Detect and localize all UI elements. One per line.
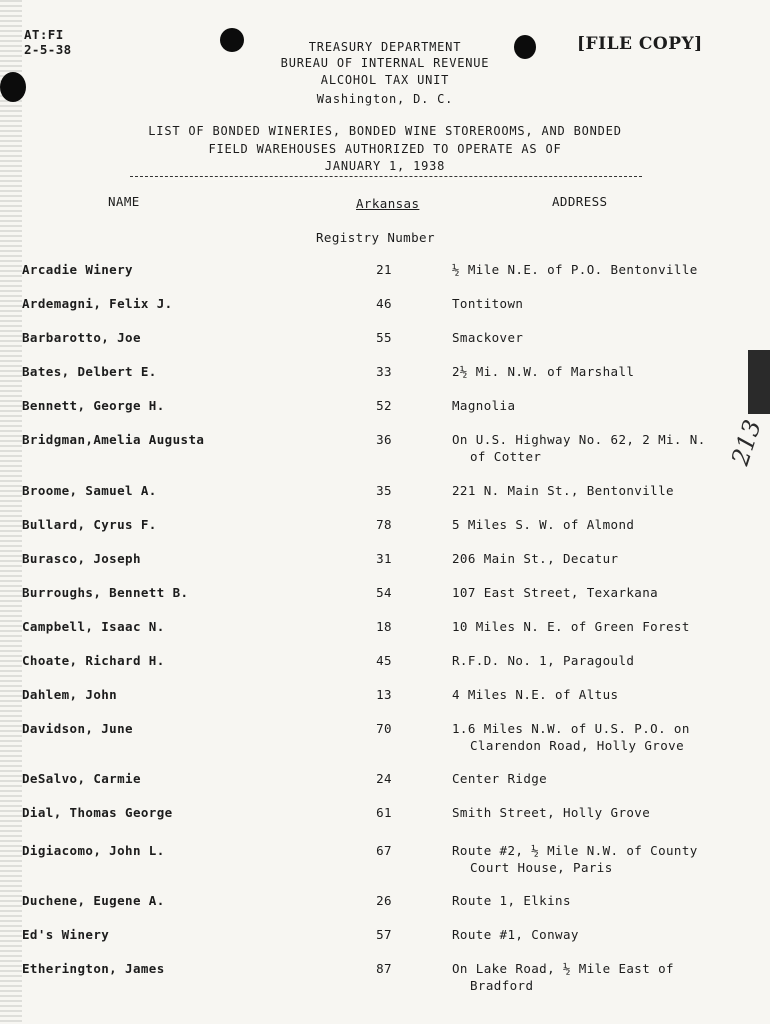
entry-registry-number: 33	[376, 364, 392, 379]
stamp-line1: AT:FI	[24, 27, 64, 42]
entry-address-line: R.F.D. No. 1, Paragould	[452, 653, 635, 668]
entry-registry-number: 26	[376, 893, 392, 908]
entry-address-line: Smith Street, Holly Grove	[452, 805, 651, 820]
entry-registry-number: 46	[376, 296, 392, 311]
entry-address-line: On U.S. Highway No. 62, 2 Mi. N.	[452, 432, 706, 447]
entry-address-line: 1.6 Miles N.W. of U.S. P.O. on	[452, 721, 690, 736]
entry-address-line: 206 Main St., Decatur	[452, 551, 619, 566]
entry-name: Choate, Richard H.	[22, 653, 165, 668]
entry-address-line: Route #2, ½ Mile N.W. of County	[452, 843, 698, 858]
entry-registry-number: 31	[376, 551, 392, 566]
header-city: Washington, D. C.	[316, 92, 454, 106]
entry-address-line: 4 Miles N.E. of Altus	[452, 687, 619, 702]
title-line2: FIELD WAREHOUSES AUTHORIZED TO OPERATE AS OF	[208, 142, 562, 156]
stamp-date: 2-5-38	[24, 42, 72, 57]
entry-name: Burroughs, Bennett B.	[22, 585, 189, 600]
margin-note: 213	[726, 416, 767, 469]
column-header-state: Arkansas	[356, 196, 420, 211]
entry-name: Campbell, Isaac N.	[22, 619, 165, 634]
entry-address-line: Route 1, Elkins	[452, 893, 571, 908]
entry-name: Duchene, Eugene A.	[22, 893, 165, 908]
column-header-address: ADDRESS	[552, 194, 608, 209]
entry-address-line: On Lake Road, ½ Mile East of	[452, 961, 674, 976]
entry-address-line: of Cotter	[470, 449, 542, 464]
entry-name: Bennett, George H.	[22, 398, 165, 413]
entry-address-line: Court House, Paris	[470, 860, 613, 875]
entry-name: Etherington, James	[22, 961, 165, 976]
file-copy-text: FILE COPY	[585, 34, 695, 54]
entry-address-line: 2½ Mi. N.W. of Marshall	[452, 364, 635, 379]
entry-name: Bates, Delbert E.	[22, 364, 157, 379]
entry-address-line: ½ Mile N.E. of P.O. Bentonville	[452, 262, 698, 277]
entry-address-line: 10 Miles N. E. of Green Forest	[452, 619, 690, 634]
entry-registry-number: 45	[376, 653, 392, 668]
entry-registry-number: 35	[376, 483, 392, 498]
entry-registry-number: 70	[376, 721, 392, 736]
entry-registry-number: 61	[376, 805, 392, 820]
entry-name: Bridgman,Amelia Augusta	[22, 432, 205, 447]
entry-address-line: Tontitown	[452, 296, 524, 311]
entry-name: Ardemagni, Felix J.	[22, 296, 173, 311]
file-copy-stamp: [FILE COPY]	[577, 34, 703, 54]
entry-registry-number: 57	[376, 927, 392, 942]
entry-name: Burasco, Joseph	[22, 551, 141, 566]
entry-registry-number: 67	[376, 843, 392, 858]
entry-address-line: Bradford	[470, 978, 534, 993]
header-dept: TREASURY DEPARTMENT	[308, 40, 462, 54]
entry-name: Digiacomo, John L.	[22, 843, 165, 858]
entry-address-line: Smackover	[452, 330, 524, 345]
entry-registry-number: 13	[376, 687, 392, 702]
entry-name: Barbarotto, Joe	[22, 330, 141, 345]
entry-address-line: 5 Miles S. W. of Almond	[452, 517, 635, 532]
header-bureau: BUREAU OF INTERNAL REVENUE	[280, 56, 490, 70]
entry-registry-number: 54	[376, 585, 392, 600]
entry-name: Davidson, June	[22, 721, 133, 736]
entry-name: Ed's Winery	[22, 927, 110, 942]
entry-registry-number: 24	[376, 771, 392, 786]
entry-name: DeSalvo, Carmie	[22, 771, 141, 786]
entry-name: Dahlem, John	[22, 687, 118, 702]
entry-registry-number: 18	[376, 619, 392, 634]
entry-registry-number: 52	[376, 398, 392, 413]
entry-name: Broome, Samuel A.	[22, 483, 157, 498]
entry-address-line: 221 N. Main St., Bentonville	[452, 483, 674, 498]
column-header-registry: Registry Number	[316, 230, 435, 245]
entry-registry-number: 78	[376, 517, 392, 532]
title-rule	[130, 176, 642, 177]
entry-address-line: Clarendon Road, Holly Grove	[470, 738, 684, 753]
entry-address-line: Center Ridge	[452, 771, 548, 786]
entry-registry-number: 55	[376, 330, 392, 345]
entry-address-line: Route #1, Conway	[452, 927, 579, 942]
entry-registry-number: 36	[376, 432, 392, 447]
title-line3: JANUARY 1, 1938	[324, 159, 446, 173]
entry-name: Arcadie Winery	[22, 262, 133, 277]
entry-name: Dial, Thomas George	[22, 805, 173, 820]
entry-address-line: Magnolia	[452, 398, 516, 413]
entry-registry-number: 87	[376, 961, 392, 976]
scan-edge-mark	[748, 350, 770, 414]
entry-address-line: 107 East Street, Texarkana	[452, 585, 659, 600]
column-header-name: NAME	[108, 194, 140, 209]
entry-name: Bullard, Cyrus F.	[22, 517, 157, 532]
title-line1: LIST OF BONDED WINERIES, BONDED WINE STOREROOMS, AND BONDED	[148, 124, 622, 138]
header-unit: ALCOHOL TAX UNIT	[320, 73, 450, 87]
entry-registry-number: 21	[376, 262, 392, 277]
